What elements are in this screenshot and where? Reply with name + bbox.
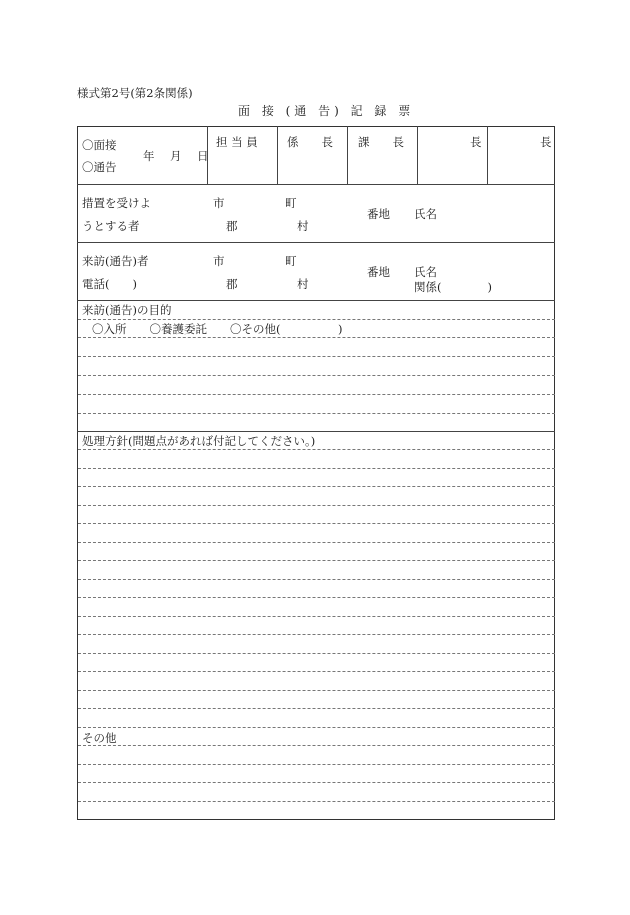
visitor-town: 町 — [285, 254, 297, 268]
row-divider-4 — [77, 431, 555, 432]
writing-line[interactable] — [78, 337, 555, 338]
writing-line[interactable] — [78, 690, 555, 691]
target-county: 郡 — [226, 219, 238, 233]
stamp-divider — [487, 126, 488, 184]
visitor-name: 氏名 — [414, 265, 437, 279]
writing-line[interactable] — [78, 375, 555, 376]
writing-line[interactable] — [78, 468, 555, 469]
row-divider-2 — [77, 242, 555, 243]
row-divider-3 — [77, 300, 555, 301]
writing-line[interactable] — [78, 782, 555, 783]
writing-line[interactable] — [78, 486, 555, 487]
writing-line[interactable] — [78, 579, 555, 580]
visitor-relation: 関係( ) — [414, 280, 492, 294]
writing-line[interactable] — [78, 671, 555, 672]
page-title: 面 接 (通 告) 記 録 票 — [238, 104, 415, 118]
writing-line[interactable] — [78, 523, 555, 524]
writing-line[interactable] — [78, 616, 555, 617]
purpose-options[interactable]: 〇入所 〇養護委託 〇その他( ) — [92, 322, 343, 336]
visitor-label-line1: 来訪(通告)者 — [82, 254, 149, 268]
writing-line[interactable] — [78, 634, 555, 635]
writing-line[interactable] — [78, 653, 555, 654]
visitor-village: 村 — [297, 277, 309, 291]
writing-line[interactable] — [78, 708, 555, 709]
writing-line[interactable] — [78, 319, 555, 320]
target-city: 市 — [213, 196, 225, 210]
writing-line[interactable] — [78, 542, 555, 543]
writing-line[interactable] — [78, 413, 555, 414]
visitor-county: 郡 — [226, 277, 238, 291]
stamp-cell-staff: 担 当 員 — [216, 135, 258, 149]
stamp-divider — [277, 126, 278, 184]
checkbox-interview[interactable]: 〇面接 — [82, 138, 117, 152]
stamp-cell-head-2: 長 — [540, 135, 552, 149]
target-town: 町 — [285, 196, 297, 210]
checkbox-report[interactable]: 〇通告 — [82, 160, 117, 174]
writing-line[interactable] — [78, 727, 555, 728]
visitor-city: 市 — [213, 254, 225, 268]
form-frame — [77, 126, 555, 820]
stamp-cell-head-1: 長 — [470, 135, 482, 149]
other-heading: その他 — [82, 731, 117, 745]
target-village: 村 — [297, 219, 309, 233]
policy-heading: 処理方針(問題点があれば付記してください。) — [82, 434, 316, 448]
writing-line[interactable] — [78, 449, 555, 450]
stamp-cell-chief: 係 長 — [287, 135, 333, 149]
visitor-phone: 電話( ) — [82, 277, 137, 291]
purpose-heading: 来訪(通告)の目的 — [82, 303, 172, 317]
writing-line[interactable] — [78, 764, 555, 765]
writing-line[interactable] — [78, 356, 555, 357]
stamp-divider — [347, 126, 348, 184]
writing-line[interactable] — [78, 394, 555, 395]
date-labels: 年 月 日 — [143, 149, 211, 163]
writing-line[interactable] — [78, 801, 555, 802]
stamp-cell-section-head: 課 長 — [358, 135, 404, 149]
target-label-line1: 措置を受けよ — [82, 196, 151, 210]
row-divider-1 — [77, 184, 555, 185]
writing-line[interactable] — [78, 505, 555, 506]
target-name: 氏名 — [414, 207, 437, 221]
stamp-divider — [417, 126, 418, 184]
visitor-address-no: 番地 — [367, 265, 390, 279]
target-label-line2: うとする者 — [82, 219, 140, 233]
writing-line[interactable] — [78, 597, 555, 598]
form-number: 様式第2号(第2条関係) — [77, 86, 193, 100]
target-address-no: 番地 — [367, 207, 390, 221]
writing-line[interactable] — [78, 745, 555, 746]
writing-line[interactable] — [78, 560, 555, 561]
